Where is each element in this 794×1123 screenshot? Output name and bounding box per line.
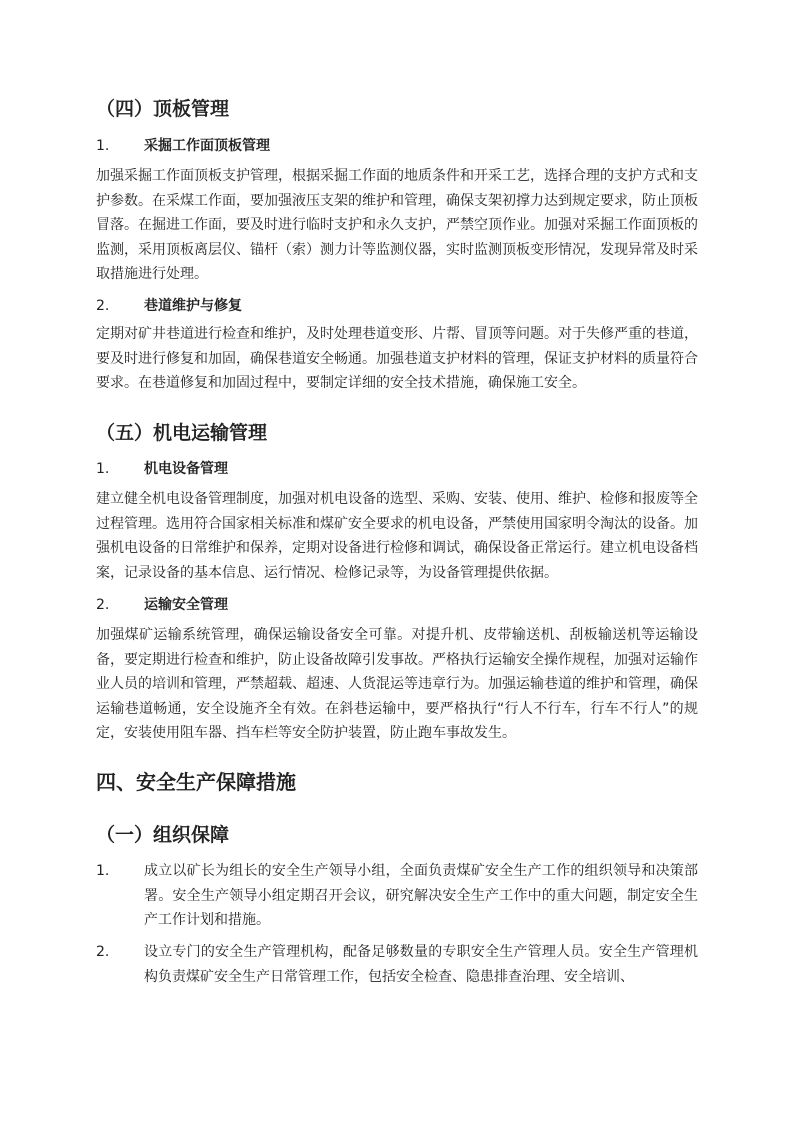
paragraph: 定期对矿井巷道进行检查和维护，及时处理巷道变形、片帮、冒顶等问题。对于失修严重的巷道，要及时进行修复和加固，确保巷道安全畅通。加强巷道支护材料的管理，保证支护材料的质量符合要求。在巷道修复和加固过程中，要制定详细的安全技术措施，确保施工安全。 (96, 326, 698, 391)
subsection-number: 2. (96, 597, 110, 613)
section-heading-electromech-management: （五）机电运输管理 (96, 422, 268, 444)
paragraph: 加强采掘工作面顶板支护管理，根据采掘工作面的地质条件和开采工艺，选择合理的支护方式和支护参数。在采煤工作面，要加强液压支架的维护和管理，确保支架初撑力达到规定要求，防止顶板冒落。在掘进工作面，要及时进行临时支护和永久支护，严禁空顶作业。加强对采掘工作面顶板的监测，采用顶板离层仪、锚杆（索）测力计等监测仪器，实时监测顶板变形情况，发现异常及时采取措施进行处理。 (96, 168, 698, 282)
list-item-number: 2. (96, 944, 110, 960)
list-item-text: 设立专门的安全生产管理机构，配备足够数量的专职安全生产管理人员。安全生产管理机构负责煤矿安全生产日常管理工作，包括安全检查、隐患排查治理、安全培训、 (144, 944, 698, 985)
subsection-number: 1. (96, 138, 110, 154)
list-item-number: 1. (96, 863, 110, 879)
paragraph: 建立健全机电设备管理制度，加强对机电设备的选型、采购、安装、使用、维护、检修和报废等全过程管理。选用符合国家相关标准和煤矿安全要求的机电设备，严禁使用国家明令淘汰的设备。加强机电设备的日常维护和保养，定期对设备进行检修和调试，确保设备正常运行。建立机电设备档案，记录设备的基本信息、运行情况、检修记录等，为设备管理提供依据。 (96, 491, 698, 581)
subsection-title: 巷道维护与修复 (144, 298, 242, 314)
paragraph: 加强煤矿运输系统管理，确保运输设备安全可靠。对提升机、皮带输送机、刮板输送机等运输设备，要定期进行检查和维护，防止设备故障引发事故。严格执行运输安全操作规程，加强对运输作业人员的培训和管理，严禁超载、超速、人货混运等违章行为。加强运输巷道的维护和管理，确保运输巷道畅通，安全设施齐全有效。在斜巷运输中，要严格执行“行人不行车，行车不行人”的规定，安装使用阻车器、挡车栏等安全防护装置，防止跑车事故发生。 (96, 627, 698, 741)
list-item-text: 成立以矿长为组长的安全生产领导小组，全面负责煤矿安全生产工作的组织领导和决策部署。安全生产领导小组定期召开会议，研究解决安全生产工作中的重大问题，制定安全生产工作计划和措施。 (144, 863, 698, 928)
subsection-title: 运输安全管理 (144, 597, 228, 613)
chapter-heading: 四、安全生产保障措施 (96, 770, 296, 794)
subsection-number: 2. (96, 298, 110, 314)
subsection-number: 1. (96, 461, 110, 477)
subsection-title: 采掘工作面顶板管理 (144, 138, 270, 154)
section-heading-organization: （一）组织保障 (96, 824, 230, 846)
section-heading-roof-management: （四）顶板管理 (96, 98, 230, 120)
subsection-title: 机电设备管理 (144, 461, 228, 477)
